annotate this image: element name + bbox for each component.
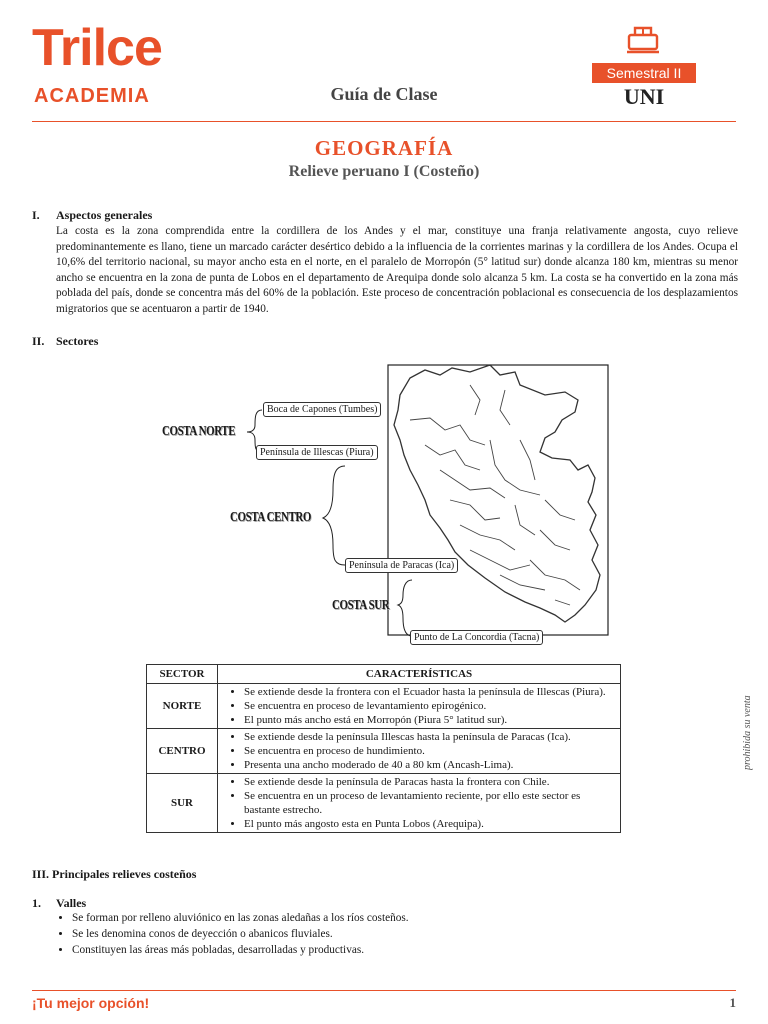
guide-title: Guía de Clase [330,84,438,104]
section-1-title: Aspectos generales [56,208,153,222]
subsection-title: Valles [56,896,87,910]
list-item: • Se encuentra en proceso de hundimiento. [244,744,616,758]
list-item: • Se extiende desde la península Illescas hasta la península de Paracas (Ica). [244,730,616,744]
list-item: • Se extiende desde la frontera con el Ecuador hasta la península de Illescas (Piura). [244,685,616,699]
sectors-table [146,664,621,833]
table-row [147,729,621,774]
list-item: • El punto más angosto esta en Punta Lobos (Arequipa). [244,817,616,831]
header-sector: SECTOR [147,665,218,684]
centro-brace [323,466,345,565]
table-row [147,774,621,833]
trilce-logo: Trilce [32,19,162,77]
side-note-text: prohibida su venta [742,695,753,770]
list-item: • Se extiende desde la península de Paracas hasta la frontera con Chile. [244,775,616,789]
norte-characteristics [218,684,621,729]
page-number: 1 [729,995,736,1010]
valles-list [56,910,656,958]
semester-badge: Semestral II [592,63,696,83]
section-2-title: Sectores [56,334,99,348]
table-row [147,684,621,729]
list-item: • Presenta una ancho moderado de 40 a 80 km (Ancash-Lima). [244,758,616,772]
table-header-row [147,665,621,684]
map-frame [388,365,608,635]
section-3-heading: III. Principales relieves costeños [32,867,197,881]
footer-slogan: ¡Tu mejor opción! [32,995,150,1011]
list-item: • Constituyen las áreas más pobladas, desarrolladas y productivas. [72,942,656,958]
centro-characteristics [218,729,621,774]
label-peninsula-illescas: Península de Illescas (Piura) [256,445,378,460]
sector-norte: NORTE [147,684,218,729]
subsection-number: 1. [32,896,41,910]
section-1-number: I. [32,208,40,222]
list-item: • Se encuentra en un proceso de levantamiento reciente, por ello este sector es bastante estrecho. [244,789,616,817]
costa-centro-label: COSTA CENTRO [230,510,311,525]
lesson-subtitle: Relieve peruano I (Costeño) [288,163,480,180]
sector-sur: SUR [147,774,218,833]
label-punto-concordia: Punto de La Concordia (Tacna) [410,630,543,645]
subject-title: GEOGRAFÍA [314,136,454,160]
list-item: • Se forman por relleno aluviónico en las zonas aledañas a los ríos costeños. [72,910,656,926]
header-caracteristicas: CARACTERÍSTICAS [218,665,621,684]
label-peninsula-paracas: Península de Paracas (Ica) [345,558,458,573]
label-boca-de-capones: Boca de Capones (Tumbes) [263,402,381,417]
list-item: • Se les denomina conos de deyección o abanicos fluviales. [72,926,656,942]
section-2-number: II. [32,334,45,348]
footer-divider [32,990,736,991]
sector-centro: CENTRO [147,729,218,774]
list-item: • Se encuentra en proceso de levantamiento epirogénico. [244,699,616,713]
university-label: UNI [623,84,665,109]
costa-sur-label: COSTA SUR [332,598,390,613]
academia-label: ACADEMIA [34,85,150,107]
side-note [740,660,754,770]
costa-norte-label: COSTA NORTE [162,424,236,439]
list-item: • El punto más ancho está en Morropón (Piura 5° latitud sur). [244,713,616,727]
sur-characteristics [218,774,621,833]
section-1-paragraph: La costa es la zona comprendida entre la cordillera de los Andes y el mar, constituye una franja relativamente angosta, cuyo relieve predominantemente es llano, tiene un marcado carácter desértico debido a la influencia de la corrientes marinas y la cordillera de los Andes. Ocupa el 10,6% del territorio nacional, su mayor ancho esta en el norte, en el paralelo de Morropón (5° latitud sur) donde alcanza 180 km, mientras su menor ancho se encuentra en la zona de punta de Lobos en el departamento de Arequipa donde solo alcanza 5 km. La costa se ha convertido en la zona más poblada del país, donde se concentra más del 60% de la población. Este proceso de concentración poblacional es consecuencia de los desplazamientos migratorios que se acentuaron a partir de 1940. [56,225,738,315]
